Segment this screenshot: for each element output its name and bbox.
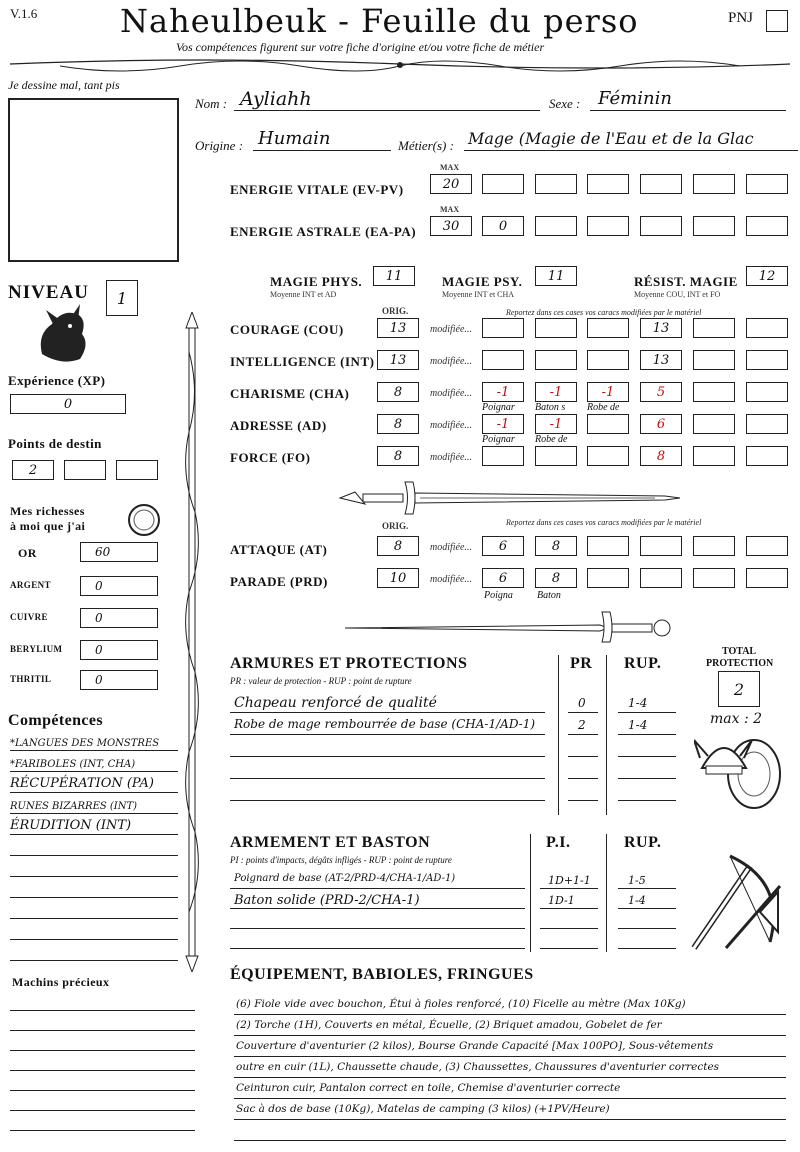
- ea-cell[interactable]: 0: [482, 216, 524, 236]
- competence-line[interactable]: [10, 792, 178, 793]
- arme-pi-line[interactable]: [540, 908, 598, 909]
- carac-mod-cell[interactable]: [693, 318, 735, 338]
- sword-illustration-2-icon: [340, 606, 685, 646]
- carac-label: FORCE (FO): [230, 450, 311, 465]
- coin-value-box[interactable]: 0: [80, 670, 158, 690]
- armures-divider-2: [606, 655, 607, 815]
- equipement-text: (2) Torche (1H), Couverts en métal, Écuelle, (2) Briquet amadou, Gobelet de fer: [236, 1019, 662, 1031]
- armures-divider-1: [558, 655, 559, 815]
- ea-cell[interactable]: [746, 216, 788, 236]
- competence-text: *LANGUES DES MONSTRES: [10, 738, 160, 749]
- combat-mod-cell[interactable]: [640, 568, 682, 588]
- nom-label: Nom :: [195, 96, 228, 111]
- sword-illustration-icon: [335, 478, 685, 518]
- pnj-checkbox[interactable]: [766, 10, 788, 32]
- arme-name: Poignard de base (AT-2/PRD-4/CHA-1/AD-1): [234, 873, 456, 884]
- destin-box-3[interactable]: [116, 460, 158, 480]
- coin-label: CUIVRE: [10, 612, 48, 622]
- carac-mod-cell[interactable]: [587, 446, 629, 466]
- armement-divider-1: [530, 834, 531, 952]
- ev-cell[interactable]: [482, 174, 524, 194]
- combat-label: ATTAQUE (AT): [230, 542, 328, 557]
- carac-mod-cell[interactable]: -1: [535, 382, 577, 402]
- sexe-label: Sexe :: [549, 96, 581, 111]
- carac-mod-cell[interactable]: [693, 350, 735, 370]
- niveau-label: NIVEAU: [8, 282, 89, 303]
- magie-psy-box[interactable]: 11: [535, 266, 577, 286]
- combat-mod-cell[interactable]: 8: [535, 568, 577, 588]
- armure-name: Chapeau renforcé de qualité: [234, 695, 437, 711]
- arme-rup-line[interactable]: [618, 908, 676, 909]
- arme-pi: 1D+1-1: [548, 874, 591, 887]
- equipement-title: ÉQUIPEMENT, BABIOLES, FRINGUES: [230, 966, 534, 983]
- magie-phys-box[interactable]: 11: [373, 266, 415, 286]
- competence-line[interactable]: [10, 750, 178, 751]
- armure-rup-line[interactable]: [618, 734, 676, 735]
- armures-rup-label: RUP.: [624, 655, 662, 672]
- equipement-line[interactable]: [234, 1056, 786, 1057]
- total-protection-label-2: PROTECTION: [706, 658, 774, 669]
- origine-field[interactable]: [253, 150, 391, 151]
- magie-psy-note: Moyenne INT et CHA: [442, 290, 515, 299]
- max-protection-text: max : 2: [710, 711, 763, 727]
- page-subtitle: Vos compétences figurent sur votre fiche d'origine et/ou votre fiche de métier: [176, 40, 545, 54]
- armement-pi-label: P.I.: [546, 834, 571, 851]
- machins-label: Machins précieux: [12, 975, 110, 989]
- armure-rup-line[interactable]: [618, 712, 676, 713]
- resist-magie-label: RÉSIST. MAGIE: [634, 274, 738, 289]
- helmet-shield-icon: [694, 728, 784, 812]
- carac-mod-cell[interactable]: 5: [640, 382, 682, 402]
- coin-value-box[interactable]: 0: [80, 576, 158, 596]
- carac-label: CHARISME (CHA): [230, 386, 350, 401]
- carac-label: COURAGE (COU): [230, 322, 344, 337]
- ea-cell[interactable]: [587, 216, 629, 236]
- arme-line[interactable]: [230, 948, 525, 949]
- equipement-text: outre en cuir (1L), Chaussette chaude, (3) Chaussettes, Chaussures d'aventurier correctes: [236, 1061, 720, 1073]
- carac-mod-cell[interactable]: 13: [640, 318, 682, 338]
- carac-mod-cell[interactable]: [746, 382, 788, 402]
- carac-orig-box[interactable]: 13: [377, 350, 419, 370]
- competence-line[interactable]: [10, 960, 178, 961]
- carac-mod-label: modifiée...: [430, 356, 472, 367]
- armure-pr-line[interactable]: [568, 734, 598, 735]
- machin-line[interactable]: [10, 1130, 195, 1131]
- machin-line[interactable]: [10, 1010, 195, 1011]
- armure-pr-line[interactable]: [568, 712, 598, 713]
- carac-mod-label: modifiée...: [430, 420, 472, 431]
- equipement-line[interactable]: [234, 1140, 786, 1141]
- arme-pi: 1D-1: [548, 894, 575, 907]
- combat-mod-cell[interactable]: 6: [482, 536, 524, 556]
- arme-rup-line[interactable]: [618, 888, 676, 889]
- combat-mod-cell[interactable]: 6: [482, 568, 524, 588]
- armure-pr: 0: [578, 696, 586, 710]
- coin-value-box[interactable]: 0: [80, 608, 158, 628]
- armure-rup: 1-4: [628, 696, 648, 710]
- armures-title: ARMURES ET PROTECTIONS: [230, 655, 468, 672]
- competence-line[interactable]: [10, 939, 178, 940]
- competence-line[interactable]: [10, 897, 178, 898]
- combat-mod-cell[interactable]: [746, 536, 788, 556]
- carac-mod-cell[interactable]: -1: [482, 382, 524, 402]
- sexe-value: Féminin: [598, 88, 672, 109]
- ev-cell[interactable]: [535, 174, 577, 194]
- armure-line[interactable]: [230, 800, 545, 801]
- combat-mod-label: modifiée...: [430, 542, 472, 553]
- carac-mod-cell[interactable]: -1: [535, 414, 577, 434]
- ea-cell[interactable]: [640, 216, 682, 236]
- xp-box[interactable]: 0: [10, 394, 126, 414]
- competence-line[interactable]: [10, 813, 178, 814]
- competence-line[interactable]: [10, 918, 178, 919]
- carac-mod-cell[interactable]: [746, 318, 788, 338]
- ev-max-label: MAX: [440, 163, 460, 172]
- metier-field[interactable]: [464, 150, 798, 151]
- coin-label: ARGENT: [10, 580, 51, 590]
- competence-line[interactable]: [10, 855, 178, 856]
- carac-mod-cell[interactable]: 13: [640, 350, 682, 370]
- carac-mod-cell[interactable]: [482, 446, 524, 466]
- carac-mod-cell[interactable]: [587, 350, 629, 370]
- combat-label: PARADE (PRD): [230, 574, 328, 589]
- competence-text: ÉRUDITION (INT): [10, 818, 132, 833]
- armure-line[interactable]: [230, 778, 545, 779]
- ev-cell[interactable]: [693, 174, 735, 194]
- carac-mod-cell[interactable]: [535, 446, 577, 466]
- armure-rup-line[interactable]: [618, 756, 676, 757]
- resist-magie-note: Moyenne COU, INT et FO: [634, 290, 721, 299]
- armure-line[interactable]: [230, 712, 545, 713]
- niveau-box[interactable]: 1: [106, 280, 138, 316]
- arme-rup-line[interactable]: [618, 948, 676, 949]
- armures-pr-label: PR: [570, 655, 593, 672]
- armement-rup-label: RUP.: [624, 834, 662, 851]
- carac-mod-cell[interactable]: [587, 414, 629, 434]
- carac-orig-box[interactable]: 8: [377, 446, 419, 466]
- armement-title: ARMEMENT ET BASTON: [230, 834, 431, 851]
- carac-sub-label: Robe de: [535, 434, 568, 445]
- pnj-label: PNJ: [728, 10, 754, 26]
- arme-line[interactable]: [230, 908, 525, 909]
- coin-value-box[interactable]: 0: [80, 640, 158, 660]
- carac-label: INTELLIGENCE (INT): [230, 354, 375, 369]
- carac-mod-cell[interactable]: [482, 318, 524, 338]
- armement-divider-2: [606, 834, 607, 952]
- carac-mod-cell[interactable]: [693, 382, 735, 402]
- combat-mod-cell[interactable]: [693, 568, 735, 588]
- combat-mod-cell[interactable]: [587, 536, 629, 556]
- carac-orig-box[interactable]: 13: [377, 318, 419, 338]
- destin-box-1[interactable]: 2: [12, 460, 54, 480]
- page-title: Naheulbeuk - Feuille du perso: [120, 2, 639, 40]
- combat-orig-box[interactable]: 10: [377, 568, 419, 588]
- combat-sub-1: Poigna: [484, 590, 513, 601]
- competence-line[interactable]: [10, 834, 178, 835]
- metier-value: Mage (Magie de l'Eau et de la Glac: [468, 129, 754, 148]
- armure-rup: 1-4: [628, 718, 648, 732]
- ev-label: ENERGIE VITALE (EV-PV): [230, 182, 404, 197]
- origine-label: Origine :: [195, 138, 244, 153]
- competence-text: *FARIBOLES (INT, CHA): [10, 759, 136, 770]
- carac-label: ADRESSE (AD): [230, 418, 327, 433]
- combat-mod-label: modifiée...: [430, 574, 472, 585]
- weapons-icon: [690, 852, 790, 956]
- coin-label: OR: [18, 546, 37, 560]
- coin-icon: [126, 502, 162, 538]
- ea-max-label: MAX: [440, 205, 460, 214]
- carac-mod-cell[interactable]: [693, 414, 735, 434]
- competence-text: RÉCUPÉRATION (PA): [10, 776, 154, 791]
- armure-pr-line[interactable]: [568, 778, 598, 779]
- carac-sub-label: Baton s: [535, 402, 566, 413]
- machin-line[interactable]: [10, 1050, 195, 1051]
- nom-field[interactable]: [234, 110, 540, 111]
- metier-label: Métier(s) :: [398, 138, 454, 153]
- magie-phys-label: MAGIE PHYS.: [270, 274, 363, 289]
- total-protection-label-1: TOTAL: [722, 646, 757, 657]
- arme-rup: 1-5: [628, 874, 646, 887]
- ea-cell[interactable]: [693, 216, 735, 236]
- competences-label: Compétences: [8, 712, 104, 729]
- competence-text: RUNES BIZARRES (INT): [10, 801, 138, 812]
- carac-mod-label: modifiée...: [430, 388, 472, 399]
- carac-mod-cell[interactable]: -1: [587, 382, 629, 402]
- armement-note: PI : points d'impacts, dégâts infligés - RUP : point de rupture: [230, 855, 452, 865]
- armure-rup-line[interactable]: [618, 800, 676, 801]
- armure-pr-line[interactable]: [568, 800, 598, 801]
- total-protection-box[interactable]: 2: [718, 671, 760, 707]
- carac-mod-cell[interactable]: [746, 446, 788, 466]
- resist-magie-box[interactable]: 12: [746, 266, 788, 286]
- carac-mod-label: modifiée...: [430, 452, 472, 463]
- combat-mod-cell[interactable]: [587, 568, 629, 588]
- carac-mod-cell[interactable]: -1: [482, 414, 524, 434]
- carac-mod-cell[interactable]: [535, 350, 577, 370]
- magie-phys-note: Moyenne INT et AD: [270, 290, 337, 299]
- ev-cell[interactable]: [746, 174, 788, 194]
- coin-value-box[interactable]: 60: [80, 542, 158, 562]
- ea-label: ENERGIE ASTRALE (EA-PA): [230, 224, 417, 239]
- combat-mod-cell[interactable]: 8: [535, 536, 577, 556]
- equipement-line[interactable]: [234, 1014, 786, 1015]
- combat-note: Reportez dans ces cases vos caracs modifiées par le matériel: [506, 518, 702, 527]
- portrait-caption: Je dessine mal, tant pis: [8, 78, 120, 92]
- destin-label: Points de destin: [8, 436, 102, 451]
- ea-cell[interactable]: [535, 216, 577, 236]
- armure-pr: 2: [578, 718, 586, 732]
- combat-mod-cell[interactable]: [693, 536, 735, 556]
- armure-line[interactable]: [230, 734, 545, 735]
- competence-line[interactable]: [10, 876, 178, 877]
- staff-illustration-icon: [180, 312, 204, 972]
- combat-orig-label: ORIG.: [382, 521, 409, 531]
- equipement-line[interactable]: [234, 1035, 786, 1036]
- equipement-text: (6) Fiole vide avec bouchon, Étui à fioles renforcé, (10) Ficelle au mètre (Max 10Kg): [236, 998, 686, 1010]
- carac-mod-cell[interactable]: [587, 318, 629, 338]
- portrait-box[interactable]: [8, 98, 179, 262]
- machin-line[interactable]: [10, 1070, 195, 1071]
- origine-value: Humain: [258, 128, 331, 149]
- caracs-note: Reportez dans ces cases vos caracs modifiées par le matériel: [506, 308, 702, 317]
- carac-sub-label: Robe de: [587, 402, 620, 413]
- arme-pi-line[interactable]: [540, 888, 598, 889]
- coin-label: BERYLIUM: [10, 644, 63, 654]
- ev-cell[interactable]: [587, 174, 629, 194]
- machin-line[interactable]: [10, 1090, 195, 1091]
- arme-line[interactable]: [230, 888, 525, 889]
- armure-line[interactable]: [230, 756, 545, 757]
- carac-sub-label: Poignar: [482, 402, 515, 413]
- armure-pr-line[interactable]: [568, 756, 598, 757]
- combat-mod-cell[interactable]: [640, 536, 682, 556]
- arme-rup-line[interactable]: [618, 928, 676, 929]
- carac-mod-cell[interactable]: [535, 318, 577, 338]
- armures-note: PR : valeur de protection - RUP : point de rupture: [230, 676, 412, 686]
- carac-mod-cell[interactable]: 8: [640, 446, 682, 466]
- ev-cell[interactable]: 20: [430, 174, 472, 194]
- equipement-text: Ceinturon cuir, Pantalon correct en toile, Chemise d'aventurier correcte: [236, 1082, 621, 1094]
- coin-label: THRITIL: [10, 674, 52, 684]
- richesses-label-2: à moi que j'ai: [10, 519, 86, 533]
- carac-sub-label: Poignar: [482, 434, 515, 445]
- equipement-line[interactable]: [234, 1098, 786, 1099]
- version-label: V.1.6: [10, 6, 38, 21]
- equipement-line[interactable]: [234, 1077, 786, 1078]
- caracs-orig-label: ORIG.: [382, 306, 409, 316]
- competence-line[interactable]: [10, 771, 178, 772]
- destin-box-2[interactable]: [64, 460, 106, 480]
- carac-mod-cell[interactable]: [746, 414, 788, 434]
- sexe-field[interactable]: [590, 110, 786, 111]
- carac-mod-cell[interactable]: [693, 446, 735, 466]
- equipement-text: Sac à dos de base (10Kg), Matelas de camping (3 kilos) (+1PV/Heure): [236, 1103, 610, 1115]
- carac-mod-label: modifiée...: [430, 324, 472, 335]
- machin-line[interactable]: [10, 1110, 195, 1111]
- arme-rup: 1-4: [628, 894, 646, 907]
- header-ornament: [0, 52, 800, 80]
- equipement-text: Couverture d'aventurier (2 kilos), Bourse Grande Capacité [Max 100PO], Sous-vêtements: [236, 1040, 714, 1052]
- machin-line[interactable]: [10, 1030, 195, 1031]
- armure-rup-line[interactable]: [618, 778, 676, 779]
- carac-mod-cell[interactable]: [746, 350, 788, 370]
- combat-mod-cell[interactable]: [746, 568, 788, 588]
- combat-orig-box[interactable]: 8: [377, 536, 419, 556]
- carac-mod-cell[interactable]: [482, 350, 524, 370]
- carac-orig-box[interactable]: 8: [377, 382, 419, 402]
- carac-mod-cell[interactable]: 6: [640, 414, 682, 434]
- ev-cell[interactable]: [640, 174, 682, 194]
- nom-value: Ayliahh: [240, 88, 312, 110]
- arme-pi-line[interactable]: [540, 928, 598, 929]
- armure-name: Robe de mage rembourrée de base (CHA-1/AD-1): [234, 717, 536, 731]
- arme-name: Baton solide (PRD-2/CHA-1): [234, 893, 420, 908]
- combat-sub-2: Baton: [537, 590, 561, 601]
- ea-cell[interactable]: 30: [430, 216, 472, 236]
- magie-psy-label: MAGIE PSY.: [442, 274, 523, 289]
- arme-pi-line[interactable]: [540, 948, 598, 949]
- equipement-line[interactable]: [234, 1119, 786, 1120]
- richesses-label-1: Mes richesses: [10, 504, 85, 518]
- carac-orig-box[interactable]: 8: [377, 414, 419, 434]
- dragon-icon: [32, 304, 92, 366]
- xp-label: Expérience (XP): [8, 373, 106, 388]
- arme-line[interactable]: [230, 928, 525, 929]
